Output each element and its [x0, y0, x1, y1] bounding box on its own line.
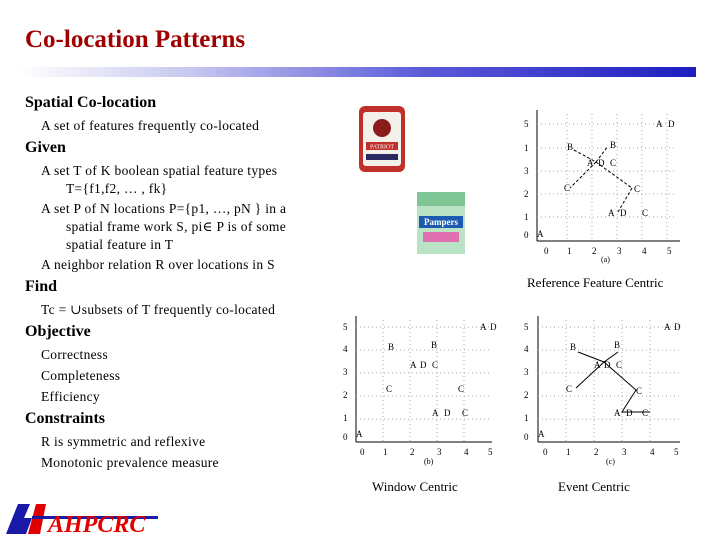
page-title: Co-location Patterns: [25, 26, 246, 53]
svg-text:0: 0: [343, 432, 348, 442]
svg-text:5: 5: [667, 246, 672, 256]
given-line-3: A set P of N locations P={p1, …, pN } in a: [41, 201, 287, 216]
svg-text:C: C: [462, 408, 469, 418]
svg-text:C: C: [616, 360, 623, 370]
svg-text:A: A: [538, 429, 545, 439]
svg-text:2: 2: [594, 447, 599, 457]
svg-text:4: 4: [464, 447, 469, 457]
svg-text:D: D: [598, 158, 605, 168]
svg-text:A: A: [587, 158, 594, 168]
svg-text:1: 1: [524, 413, 529, 423]
svg-text:C: C: [642, 408, 649, 418]
svg-text:2: 2: [524, 390, 529, 400]
find-line-1: Tc = ∪subsets of T frequently co-located: [41, 302, 276, 317]
objective-item-3: Efficiency: [41, 389, 100, 404]
figure-c-sub: (c): [606, 457, 615, 466]
svg-text:D: D: [668, 119, 675, 129]
heading-spatial-colocation: Spatial Co-location: [25, 94, 157, 111]
svg-text:1: 1: [567, 246, 572, 256]
svg-text:C: C: [564, 183, 571, 193]
svg-text:1: 1: [524, 143, 529, 153]
ahpcrc-logo: [2, 500, 158, 538]
given-line-6: A neighbor relation R over locations in S: [41, 257, 275, 272]
svg-text:4: 4: [343, 344, 348, 354]
box-label: Pampers: [424, 217, 458, 227]
heading-find: Find: [25, 278, 58, 295]
diaper-box-icon: [415, 190, 467, 256]
svg-text:C: C: [636, 386, 643, 396]
svg-text:A: A: [608, 208, 615, 218]
given-line-1: A set T of K boolean spatial feature types: [41, 163, 278, 178]
svg-text:3: 3: [437, 447, 442, 457]
svg-text:A: A: [537, 229, 544, 239]
svg-text:5: 5: [343, 322, 348, 332]
given-line-4: spatial frame work S, pi∈ P is of some: [66, 219, 286, 234]
svg-text:2: 2: [343, 390, 348, 400]
svg-text:D: D: [490, 322, 497, 332]
figure-b-sub: (b): [424, 457, 434, 466]
svg-text:B: B: [610, 140, 617, 150]
spatial-line-1: A set of features frequently co-located: [41, 118, 260, 133]
svg-text:5: 5: [488, 447, 493, 457]
svg-text:3: 3: [617, 246, 622, 256]
svg-text:C: C: [386, 384, 393, 394]
svg-text:A: A: [656, 119, 663, 129]
svg-text:D: D: [626, 408, 633, 418]
svg-text:C: C: [610, 158, 617, 168]
caption-reference-feature-centric: Reference Feature Centric: [527, 275, 664, 290]
figure-a-sub: (a): [601, 255, 610, 264]
title-rule: [18, 67, 696, 77]
svg-text:B: B: [570, 342, 577, 352]
svg-text:5: 5: [524, 322, 529, 332]
given-line-2: T={f1,f2, … , fk}: [66, 181, 168, 196]
svg-text:D: D: [674, 322, 681, 332]
svg-text:4: 4: [650, 447, 655, 457]
svg-text:1: 1: [383, 447, 388, 457]
svg-text:5: 5: [524, 119, 529, 129]
objective-item-1: Correctness: [41, 347, 109, 362]
svg-text:4: 4: [524, 344, 529, 354]
logo-text: AHPCRC: [48, 512, 146, 538]
svg-text:B: B: [614, 340, 621, 350]
caption-event-centric: Event Centric: [558, 479, 630, 494]
svg-text:A: A: [432, 408, 439, 418]
svg-text:3: 3: [524, 166, 529, 176]
svg-text:A: A: [410, 360, 417, 370]
svg-text:3: 3: [524, 367, 529, 377]
heading-constraints: Constraints: [25, 410, 106, 427]
svg-text:C: C: [432, 360, 439, 370]
svg-text:A: A: [356, 429, 363, 439]
svg-text:0: 0: [544, 246, 549, 256]
svg-text:D: D: [620, 208, 627, 218]
given-line-5: spatial feature in T: [66, 237, 174, 252]
svg-text:1: 1: [343, 413, 348, 423]
svg-text:0: 0: [524, 230, 529, 240]
svg-text:A: A: [594, 360, 601, 370]
svg-text:5: 5: [674, 447, 679, 457]
svg-text:3: 3: [622, 447, 627, 457]
soda-can-icon: [356, 104, 408, 174]
svg-text:C: C: [634, 184, 641, 194]
constraints-item-1: R is symmetric and reflexive: [41, 434, 206, 449]
svg-text:B: B: [388, 342, 395, 352]
objective-item-2: Completeness: [41, 368, 121, 383]
svg-text:C: C: [458, 384, 465, 394]
caption-window-centric: Window Centric: [372, 479, 458, 494]
heading-given: Given: [25, 139, 66, 156]
svg-text:0: 0: [543, 447, 548, 457]
svg-text:0: 0: [360, 447, 365, 457]
svg-text:D: D: [444, 408, 451, 418]
figure-window-centric: [338, 312, 500, 467]
can-label: PATRIOT: [369, 144, 395, 151]
svg-text:D: D: [604, 360, 611, 370]
svg-text:A: A: [664, 322, 671, 332]
svg-text:4: 4: [642, 246, 647, 256]
svg-text:A: A: [480, 322, 487, 332]
svg-text:1: 1: [524, 212, 529, 222]
svg-text:C: C: [566, 384, 573, 394]
svg-text:2: 2: [592, 246, 597, 256]
svg-text:1: 1: [566, 447, 571, 457]
svg-text:A: A: [614, 408, 621, 418]
figure-reference-feature-centric: [512, 104, 690, 264]
svg-text:2: 2: [410, 447, 415, 457]
svg-text:B: B: [567, 142, 574, 152]
constraints-item-2: Monotonic prevalence measure: [41, 455, 219, 470]
svg-text:D: D: [420, 360, 427, 370]
svg-text:2: 2: [524, 189, 529, 199]
svg-text:C: C: [642, 208, 649, 218]
figure-event-centric: [518, 312, 688, 467]
svg-text:B: B: [431, 340, 438, 350]
svg-text:0: 0: [524, 432, 529, 442]
svg-text:3: 3: [343, 367, 348, 377]
heading-objective: Objective: [25, 323, 91, 340]
